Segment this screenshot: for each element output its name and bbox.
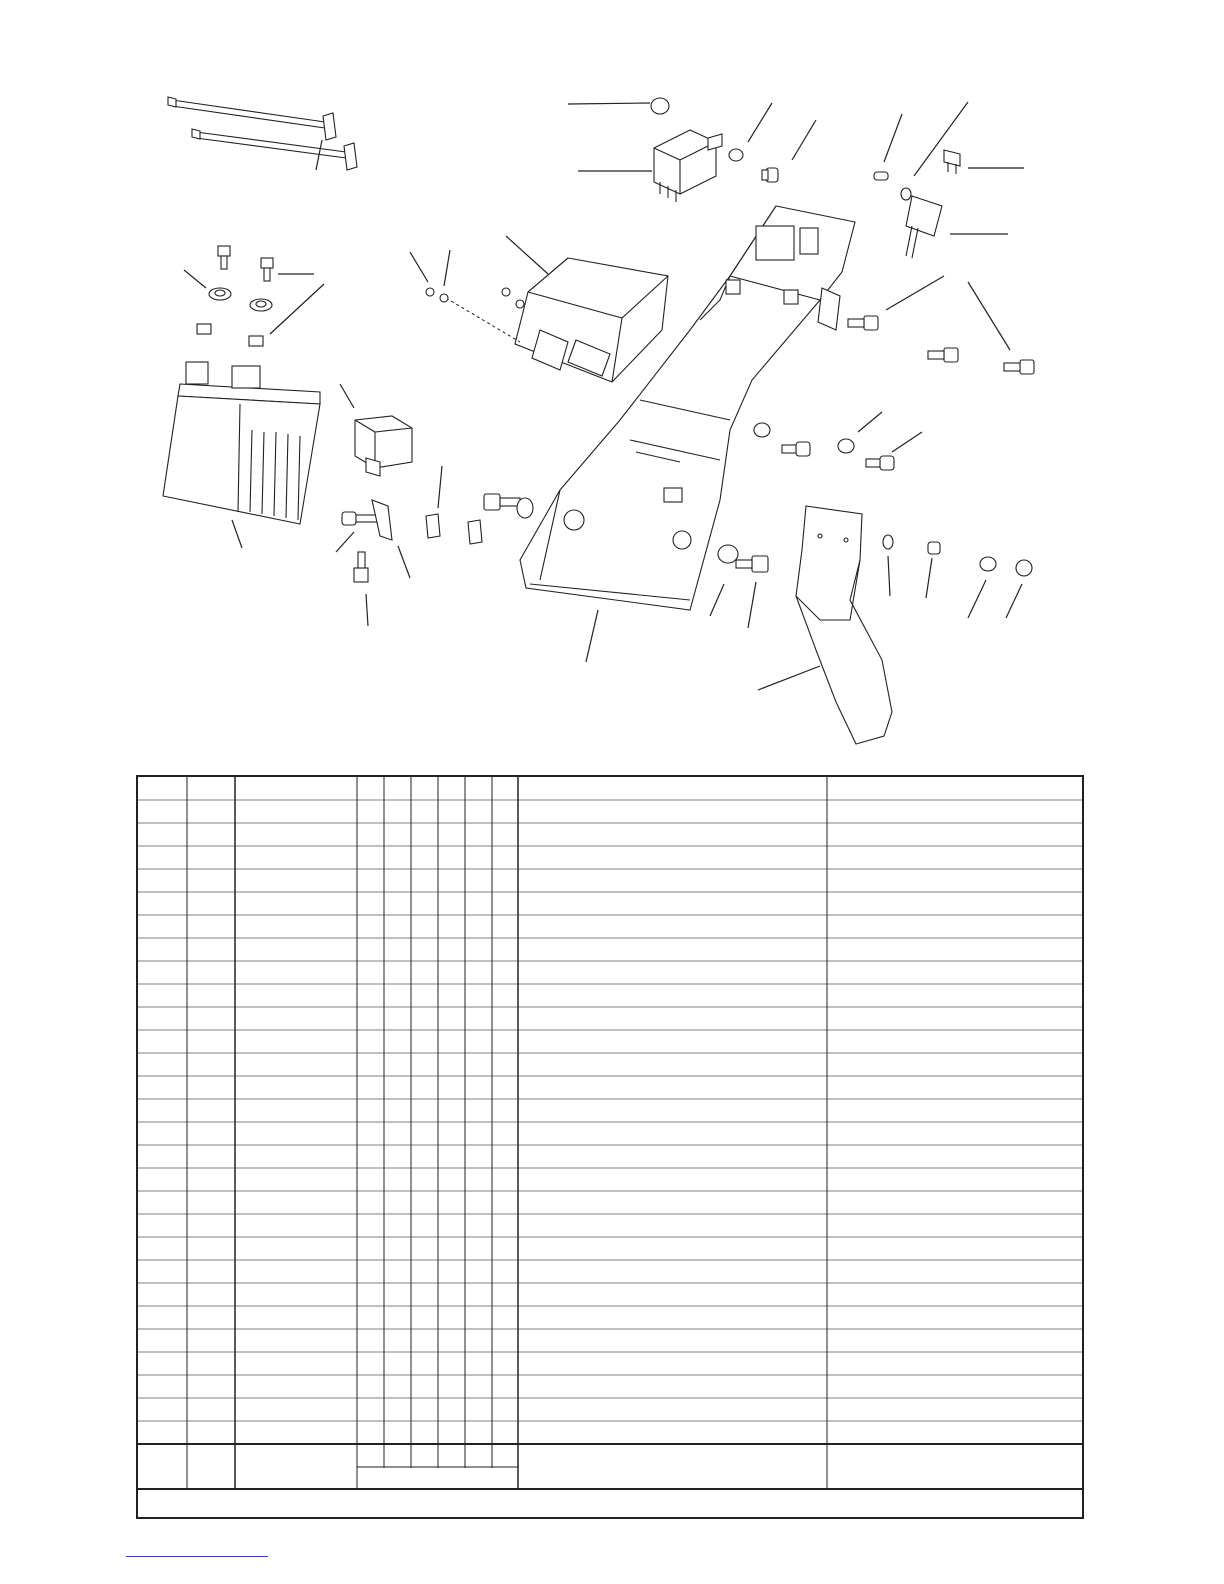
parts-list-table	[136, 775, 1084, 1519]
relay-top	[651, 98, 778, 202]
flange-bolt	[484, 494, 533, 518]
battery	[163, 362, 320, 524]
terminal-cover	[796, 506, 892, 744]
battery-terminal-bolts	[197, 246, 273, 346]
clip-nuts	[426, 514, 482, 544]
control-module	[426, 258, 668, 382]
table-footer-mask	[410, 1468, 412, 1488]
table-footer-mask	[464, 1468, 466, 1488]
relay-left	[355, 416, 412, 476]
exploded-parts-diagram	[0, 0, 1224, 770]
table-footer-mask	[383, 1468, 385, 1488]
relay-bracket-screw	[342, 500, 392, 582]
table-footer-mask	[437, 1468, 439, 1488]
table-footer-mask	[491, 1468, 493, 1488]
footer-link[interactable]	[126, 1556, 268, 1557]
